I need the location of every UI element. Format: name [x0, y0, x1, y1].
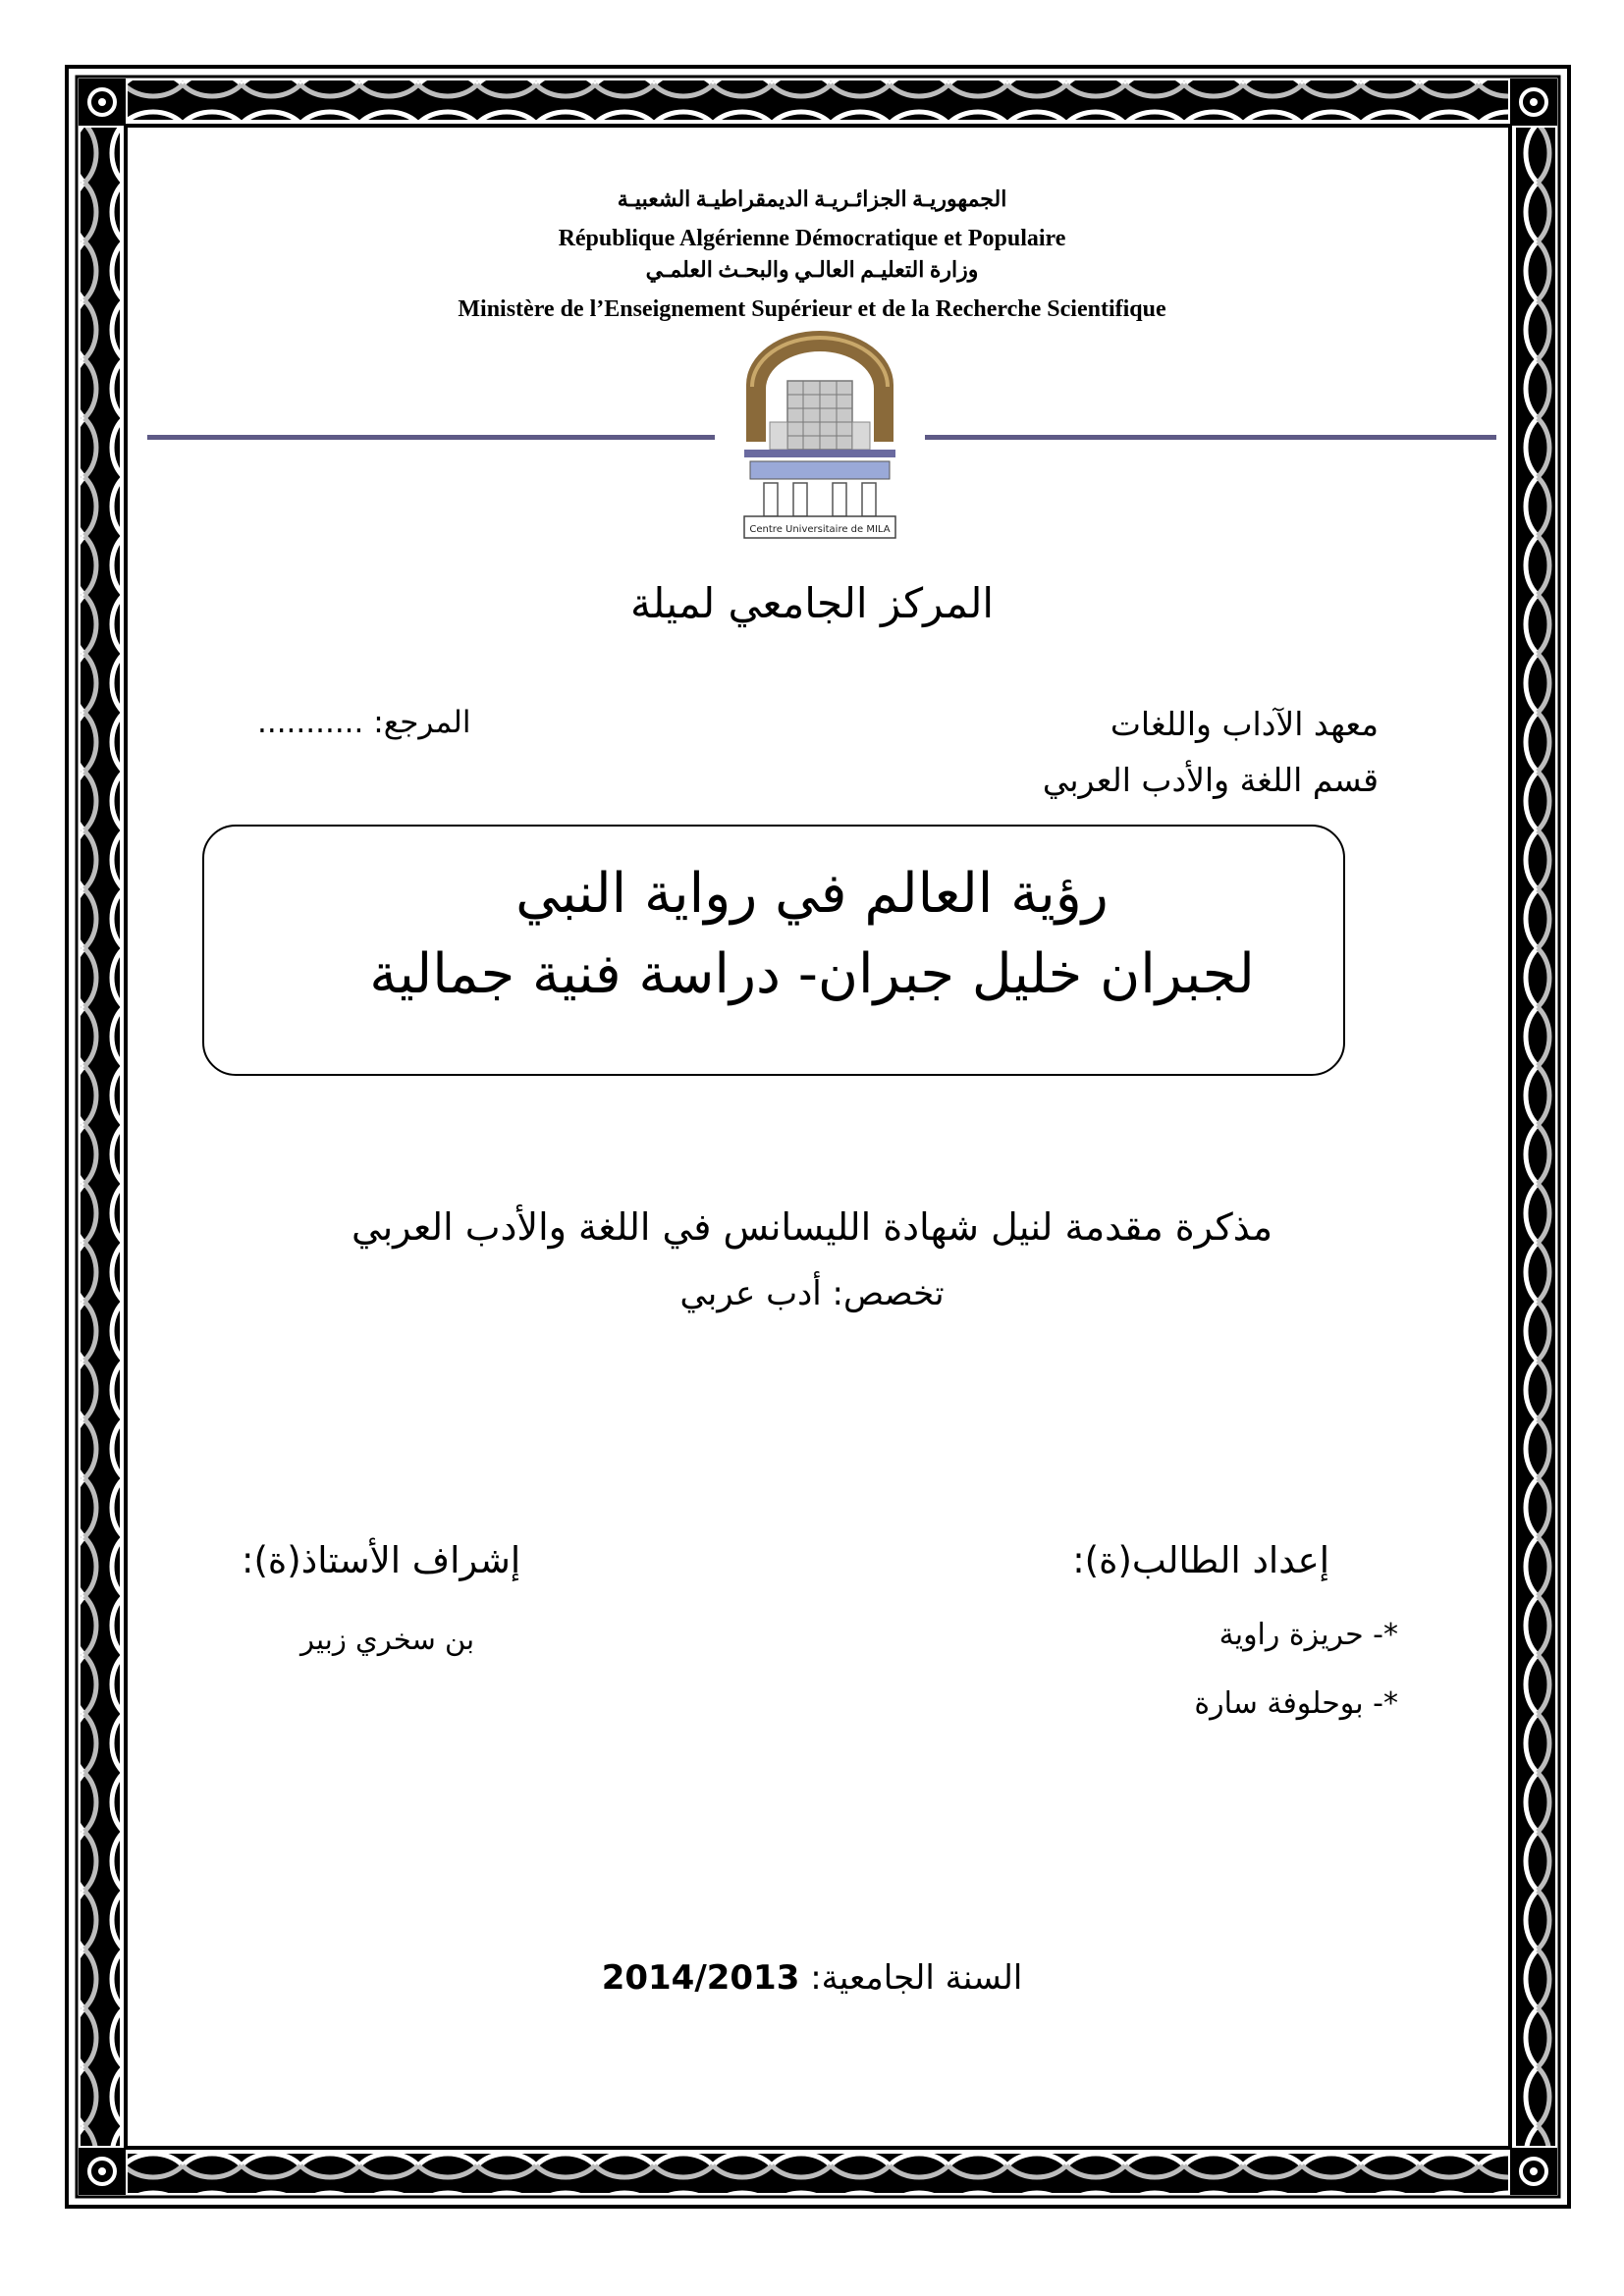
department-name: قسم اللغة والأدب العربي — [1042, 761, 1379, 799]
republic-french: République Algérienne Démocratique et Populaire — [558, 226, 1066, 251]
supervisor-name: بن سخري زبير — [300, 1623, 475, 1656]
specialty: تخصص: أدب عربي — [679, 1274, 945, 1313]
supervisor-label: إشراف الأستاذ(ة): — [242, 1539, 521, 1581]
student-name: *- حريزة راوية — [1218, 1618, 1398, 1652]
republic-arabic: الجمهوريـة الجزائـريـة الديمقراطيـة الشعبيـة — [617, 187, 1007, 211]
reference-field: المرجع: ........... — [257, 705, 471, 740]
academic-year-label: السنة الجامعية: — [810, 1958, 1023, 1998]
thesis-title-line-1: رؤية العالم في رواية النبي — [515, 862, 1109, 926]
academic-year — [0, 1958, 1624, 1998]
university-name: المركز الجامعي لميلة — [629, 579, 995, 627]
academic-year-value: 2014/2013 — [601, 1958, 800, 1998]
university-building-logo — [727, 324, 913, 540]
student-name: *- بوحلوفة سارة — [1194, 1686, 1398, 1721]
prepared-by-label: إعداد الطالب(ة): — [1072, 1539, 1329, 1581]
ministry-french: Ministère de l’Enseignement Supérieur et de la Recherche Scientifique — [458, 296, 1166, 322]
institute-name: معهد الآداب واللغات — [1110, 705, 1379, 743]
ministry-arabic: وزارة التعليـم العالـي والبحـث العلمـي — [645, 257, 979, 282]
right-rule — [925, 435, 1496, 440]
logo-caption: Centre Universitaire de MILA — [749, 524, 891, 535]
memo-purpose: مذكرة مقدمة لنيل شهادة الليسانس في اللغة والأدب العربي — [351, 1205, 1273, 1249]
left-rule — [147, 435, 715, 440]
thesis-title-line-2: لجبران خليل جبران- دراسة فنية جمالية — [369, 942, 1255, 1006]
